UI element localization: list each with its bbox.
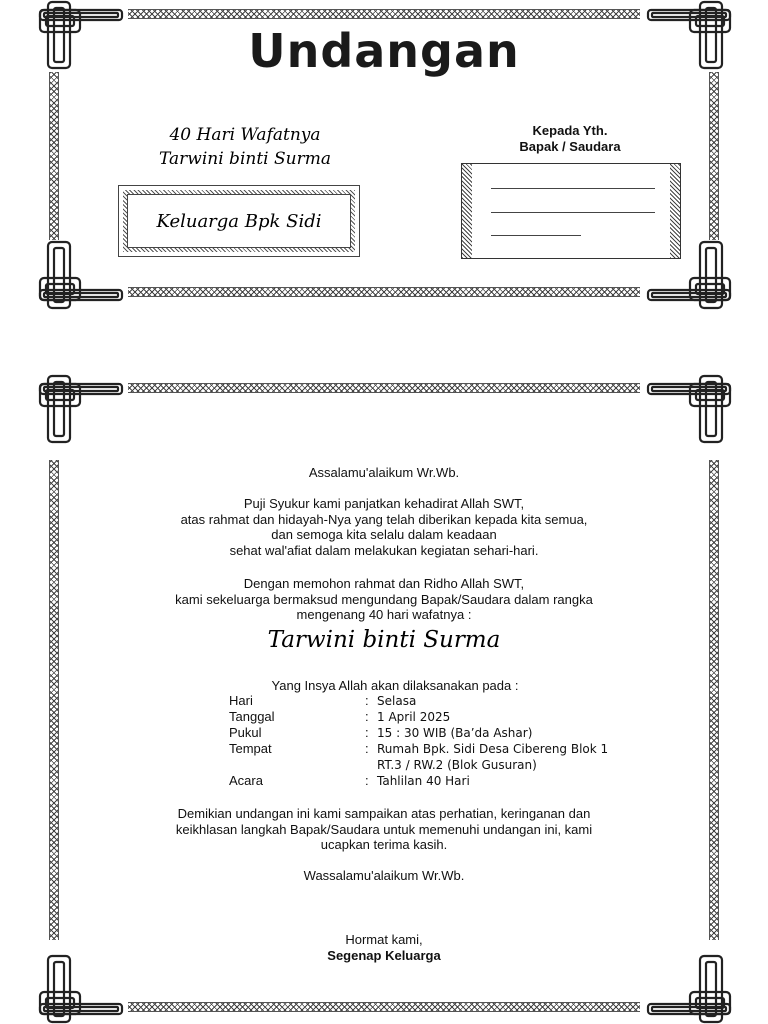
paragraph-line: ucapkan terima kasih. <box>320 837 448 852</box>
recipient-line: Kepada Yth. <box>532 123 608 138</box>
paragraph-line: atas rahmat dan hidayah-Nya yang telah diberikan kepada kita semua, <box>180 511 588 527</box>
occasion-line: Tarwini binti Surma <box>159 149 331 169</box>
detail-label: Pukul <box>229 725 262 740</box>
farewell: Wassalamu'alaikum Wr.Wb. <box>303 868 465 883</box>
address-line <box>491 212 655 213</box>
detail-row <box>229 709 637 725</box>
bottom-border <box>128 287 640 297</box>
detail-row <box>229 757 637 773</box>
detail-colon: : <box>365 773 369 788</box>
right-border <box>709 72 719 240</box>
bottom-border <box>128 1002 640 1012</box>
right-border <box>709 460 719 940</box>
paragraph-line: Puji Syukur kami panjatkan kehadirat Allah SWT, <box>243 496 525 511</box>
top-border <box>128 383 640 393</box>
detail-value: Rumah Bpk. Sidi Desa Cibereng Blok 1 <box>377 742 609 756</box>
detail-colon: : <box>365 725 369 740</box>
paragraph-line: keikhlasan langkah Bapak/Saudara untuk memenuhi undangan ini, kami <box>175 821 593 837</box>
knot-ornament-icon <box>646 374 732 446</box>
family-name: Keluarga Bpk Sidi <box>123 190 355 252</box>
detail-colon <box>365 757 377 773</box>
detail-colon: : <box>365 693 369 708</box>
detail-value: RT.3 / RW.2 (Blok Gusuran) <box>377 758 537 772</box>
regards: Hormat kami, <box>345 932 423 947</box>
paragraph-line: dan semoga kita selalu dalam keadaan <box>271 527 497 542</box>
detail-value: 1 April 2025 <box>377 710 451 724</box>
invitation-paragraph <box>130 576 638 623</box>
address-line <box>491 235 581 236</box>
recipient-heading <box>480 123 660 155</box>
paragraph-line: mengenang 40 hari wafatnya : <box>296 607 472 622</box>
paragraph-line: kami sekeluarga bermaksud mengundang Bapak/Saudara dalam rangka <box>175 591 593 607</box>
detail-value: 15 : 30 WIB (Ba’da Ashar) <box>377 726 533 740</box>
detail-row <box>229 693 637 709</box>
cover-card <box>0 0 768 310</box>
detail-colon: : <box>365 709 369 724</box>
knot-ornament-icon <box>38 374 124 446</box>
detail-value: Selasa <box>377 694 417 708</box>
address-box-pattern <box>462 164 472 258</box>
detail-colon: : <box>365 741 369 756</box>
deceased-name: Tarwini binti Surma <box>267 627 501 653</box>
paragraph-line: Demikian undangan ini kami sampaikan atas perhatian, keringanan dan <box>177 806 591 821</box>
family-box <box>118 185 360 257</box>
schedule-intro: Yang Insya Allah akan dilaksanakan pada : <box>271 678 519 693</box>
detail-value: Tahlilan 40 Hari <box>377 774 470 788</box>
top-border <box>128 9 640 19</box>
invitation-title: Undangan <box>248 24 520 78</box>
knot-ornament-icon <box>38 238 124 310</box>
greeting: Assalamu'alaikum Wr.Wb. <box>308 465 460 480</box>
detail-label <box>229 757 365 773</box>
address-box <box>461 163 681 259</box>
closing-paragraph <box>120 806 648 853</box>
detail-label: Tempat <box>229 741 272 756</box>
signature: Segenap Keluarga <box>327 948 441 963</box>
address-box-pattern <box>670 164 680 258</box>
left-border <box>49 72 59 240</box>
address-line <box>491 188 655 189</box>
detail-label: Acara <box>229 773 263 788</box>
detail-row <box>229 725 637 741</box>
detail-label: Hari <box>229 693 253 708</box>
detail-row <box>229 741 637 757</box>
paragraph-line: Dengan memohon rahmat dan Ridho Allah SWT, <box>243 576 525 591</box>
detail-label: Tanggal <box>229 709 275 724</box>
paragraph-line: sehat wal'afiat dalam melakukan kegiatan sehari-hari. <box>229 542 539 558</box>
detail-row <box>229 773 637 789</box>
occasion-text <box>120 123 370 171</box>
opening-paragraph <box>130 496 638 558</box>
occasion-line: 40 Hari Wafatnya <box>169 125 321 145</box>
event-details <box>229 693 637 789</box>
recipient-line: Bapak / Saudara <box>519 139 621 154</box>
left-border <box>49 460 59 940</box>
